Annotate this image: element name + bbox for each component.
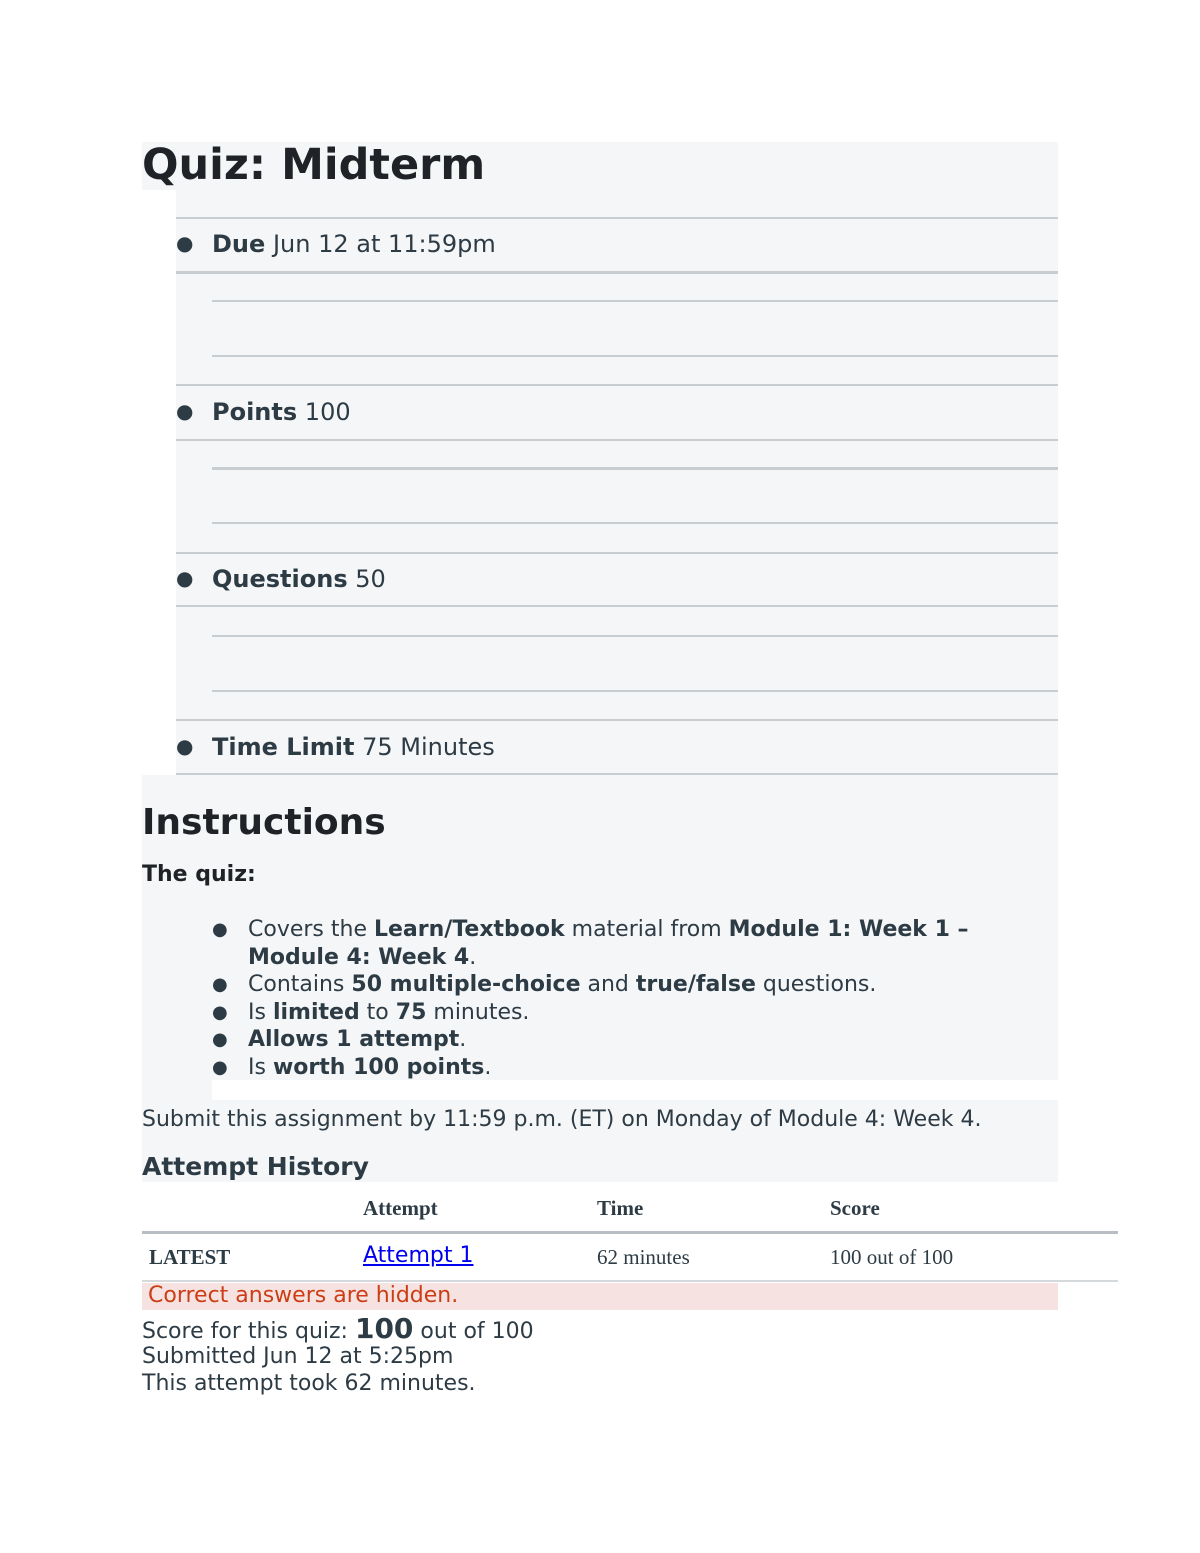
divider bbox=[176, 271, 1058, 274]
item-text: . bbox=[469, 944, 477, 970]
divider bbox=[176, 552, 1058, 554]
column-header-time: Time bbox=[597, 1196, 644, 1220]
instructions-heading: Instructions bbox=[142, 802, 386, 843]
item-text: . bbox=[484, 1054, 492, 1080]
item-bold: true/false bbox=[635, 972, 756, 997]
detail-time-limit bbox=[176, 733, 495, 761]
attempt-score: 100 out of 100 bbox=[830, 1245, 954, 1269]
submitted-time: Submitted Jun 12 at 5:25pm bbox=[142, 1344, 454, 1369]
list-item bbox=[212, 1054, 1032, 1082]
attempt-history-heading: Attempt History bbox=[142, 1152, 369, 1181]
attempt-time: 62 minutes bbox=[597, 1245, 690, 1269]
item-text: questions. bbox=[755, 972, 877, 997]
detail-label: Time Limit bbox=[212, 733, 355, 761]
bullet-icon: ● bbox=[176, 231, 194, 255]
divider bbox=[212, 355, 1058, 357]
instructions-subheading: The quiz: bbox=[142, 862, 256, 887]
bullet-icon: ● bbox=[212, 1029, 228, 1050]
attempt-duration: This attempt took 62 minutes. bbox=[142, 1371, 476, 1396]
item-bold: Module 1: Week 1 – Module 4: Week 4 bbox=[248, 917, 969, 970]
bullet-icon: ● bbox=[176, 399, 194, 423]
divider bbox=[212, 467, 1058, 470]
table-row-divider bbox=[142, 1280, 1118, 1282]
column-header-score: Score bbox=[830, 1196, 880, 1220]
item-text: and bbox=[580, 972, 636, 997]
divider bbox=[212, 635, 1058, 637]
item-bold: limited bbox=[272, 999, 360, 1025]
instructions-list bbox=[212, 916, 1032, 1081]
item-text: Is bbox=[248, 1054, 273, 1080]
divider bbox=[212, 522, 1058, 524]
quiz-score bbox=[142, 1312, 534, 1345]
item-text: Is bbox=[248, 999, 273, 1025]
item-bold: 50 multiple-choice bbox=[351, 972, 581, 997]
detail-value: 75 Minutes bbox=[362, 733, 495, 761]
list-item bbox=[212, 999, 1032, 1027]
item-bold: Allows 1 attempt bbox=[248, 1027, 460, 1052]
detail-value: 50 bbox=[355, 565, 386, 593]
column-header-attempt: Attempt bbox=[363, 1196, 438, 1220]
item-text: . bbox=[459, 1027, 467, 1052]
item-text: to bbox=[359, 999, 396, 1025]
item-text: minutes. bbox=[426, 999, 530, 1025]
divider bbox=[176, 605, 1058, 607]
list-item bbox=[212, 971, 1032, 999]
detail-questions bbox=[176, 565, 386, 593]
detail-label: Questions bbox=[212, 565, 348, 593]
list-item bbox=[212, 916, 1032, 971]
bullet-icon: ● bbox=[212, 919, 228, 940]
bullet-icon: ● bbox=[212, 974, 228, 995]
score-value: 100 bbox=[354, 1312, 414, 1345]
attempt-link[interactable]: Attempt 1 bbox=[363, 1243, 474, 1268]
latest-badge: LATEST bbox=[149, 1245, 231, 1269]
item-text: Covers the bbox=[248, 917, 374, 942]
bullet-icon: ● bbox=[176, 734, 194, 758]
page-title: Quiz: Midterm bbox=[142, 140, 486, 190]
detail-label: Points bbox=[212, 398, 298, 426]
details-panel bbox=[176, 190, 1058, 775]
detail-label: Due bbox=[212, 230, 266, 258]
bullet-icon: ● bbox=[212, 1056, 228, 1078]
item-text: material from bbox=[564, 917, 729, 942]
table-header-divider bbox=[142, 1231, 1118, 1234]
divider bbox=[176, 439, 1058, 441]
item-bold: 75 bbox=[395, 999, 427, 1025]
notice-text: Correct answers are hidden. bbox=[148, 1283, 459, 1308]
divider bbox=[176, 384, 1058, 386]
list-item bbox=[212, 1026, 1032, 1054]
panel-fill bbox=[142, 1080, 212, 1100]
detail-value: 100 bbox=[304, 398, 351, 426]
detail-value: Jun 12 at 11:59pm bbox=[272, 230, 496, 258]
score-total: out of 100 bbox=[413, 1319, 534, 1344]
divider bbox=[212, 690, 1058, 692]
divider bbox=[176, 217, 1058, 219]
submission-deadline: Submit this assignment by 11:59 p.m. (ET) on Monday of Module 4: Week 4. bbox=[142, 1107, 982, 1132]
divider bbox=[176, 719, 1058, 721]
bullet-icon: ● bbox=[212, 1001, 228, 1023]
score-label: Score for this quiz: bbox=[142, 1319, 355, 1344]
item-text: Contains bbox=[248, 972, 352, 997]
detail-points bbox=[176, 398, 351, 426]
divider bbox=[176, 773, 1058, 775]
bullet-icon: ● bbox=[176, 566, 194, 590]
item-bold: worth 100 points bbox=[272, 1054, 485, 1080]
detail-due bbox=[176, 230, 496, 258]
item-bold: Learn/Textbook bbox=[373, 917, 565, 942]
divider bbox=[212, 300, 1058, 302]
